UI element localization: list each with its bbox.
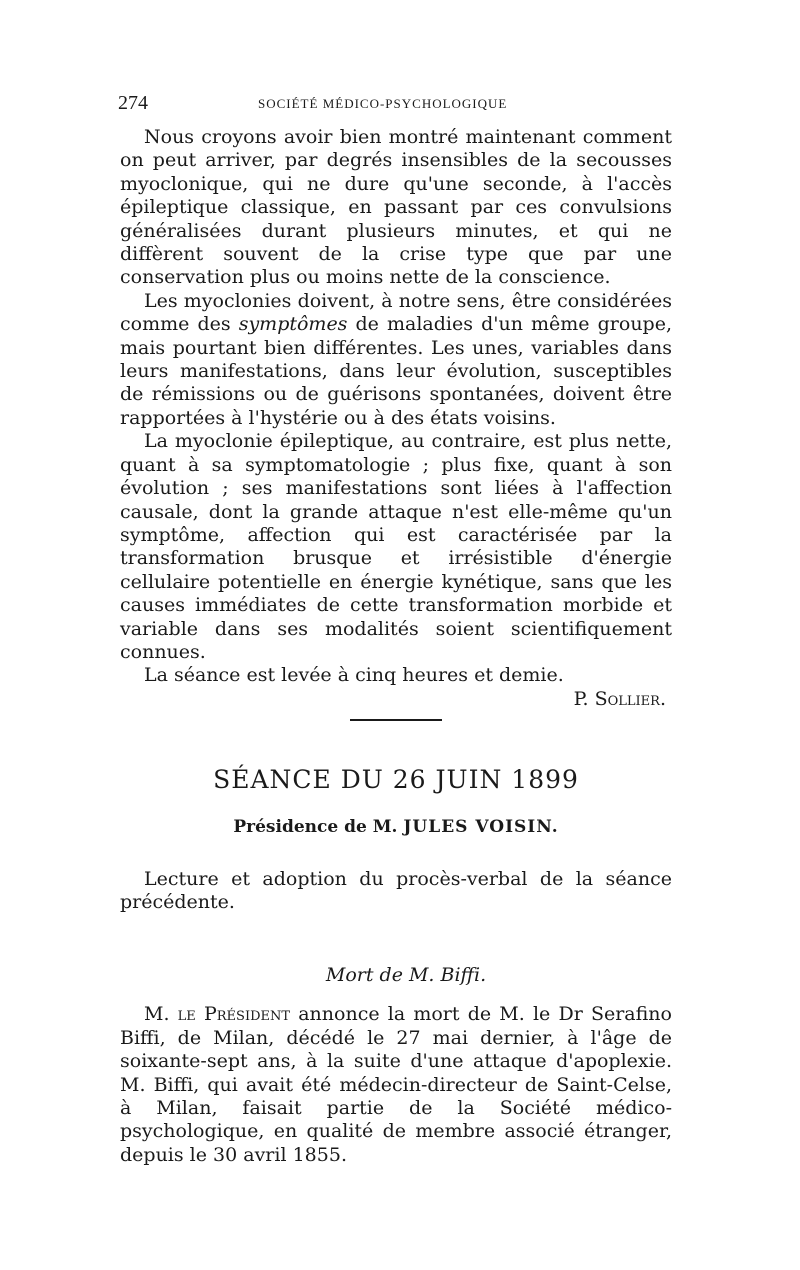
obituary-paragraph: [120, 1003, 672, 1167]
running-head: SOCIÉTÉ MÉDICO-PSYCHOLOGIQUE: [258, 96, 508, 111]
minutes-adoption: Lecture et adoption du procès-verbal de la séance précédente.: [120, 868, 672, 914]
speaker: M. le Président: [144, 1003, 291, 1026]
signature-name: Sollier.: [594, 687, 666, 710]
author-signature: [120, 688, 672, 711]
page-header: [118, 92, 678, 118]
session-title: SÉANCE DU 26 JUIN 1899: [213, 765, 579, 794]
section-divider: [350, 719, 442, 721]
obituary-text: annonce la mort de M. le Dr Serafino Biffi, de Milan, décédé le 27 mai dernier, à l'âge de soixante-sept ans, à la suite d'une attaque d'apoplexie. M. Biffi, qui avait été médecin-directeur de Saint-Celse, à Milan, faisait partie de la Société médico-psychologique, en qualité de membre associé étranger, depuis le 30 avril 1855.: [120, 1003, 672, 1166]
signature-initial: P.: [573, 687, 589, 710]
page-number: 274: [118, 92, 148, 114]
paragraph-2-emphasis: symptômes: [238, 313, 348, 336]
section-heading: Mort de M. Biffi.: [325, 964, 487, 986]
article-conclusion: [120, 126, 672, 711]
paragraph-2-after: de maladies d'un même groupe, mais pourtant bien différentes. Les unes, variables dans leurs manifestations, dans leur évolution, susceptibles de rémissions ou de guérisons spontanées, doivent être rapportées à l'hystérie ou à des états voisins.: [120, 313, 672, 429]
presidency-name: JULES VOISIN.: [403, 817, 559, 837]
minutes-block: [120, 868, 672, 915]
session-presidency: [120, 817, 672, 837]
paragraph-1: Nous croyons avoir bien montré maintenant comment on peut arriver, par degrés insensibles de la secousses myoclonique, qui ne dure qu'une seconde, à l'accès épileptique classique, en passant par ces convulsions généralisées durant plusieurs minutes, et qui ne diffèrent souvent de la crise type que par une conservation plus ou moins nette de la conscience.: [120, 126, 672, 289]
obituary-section: [120, 964, 672, 1167]
closing-statement: La séance est levée à cinq heures et demie.: [144, 664, 564, 687]
paragraph-2-before: Les myoclonies doivent, à notre sens, être considérées comme des: [120, 289, 672, 336]
presidency-prefix: Présidence de M.: [233, 817, 398, 837]
paragraph-3: La myoclonie épileptique, au contraire, est plus nette, quant à sa symptomatologie ; plus fixe, quant à son évolution ; ses manifestations sont liées à l'affection causale, dont la grande attaque n'est elle-même qu'un symptôme, affection qui est caractérisée par la transformation brusque et irrésistible d'énergie cellulaire potentielle en énergie kynétique, sans que les causes immédiates de cette transformation morbide et variable dans ses modalités soient scientifiquement connues.: [120, 430, 672, 663]
paragraph-2: [120, 290, 672, 430]
